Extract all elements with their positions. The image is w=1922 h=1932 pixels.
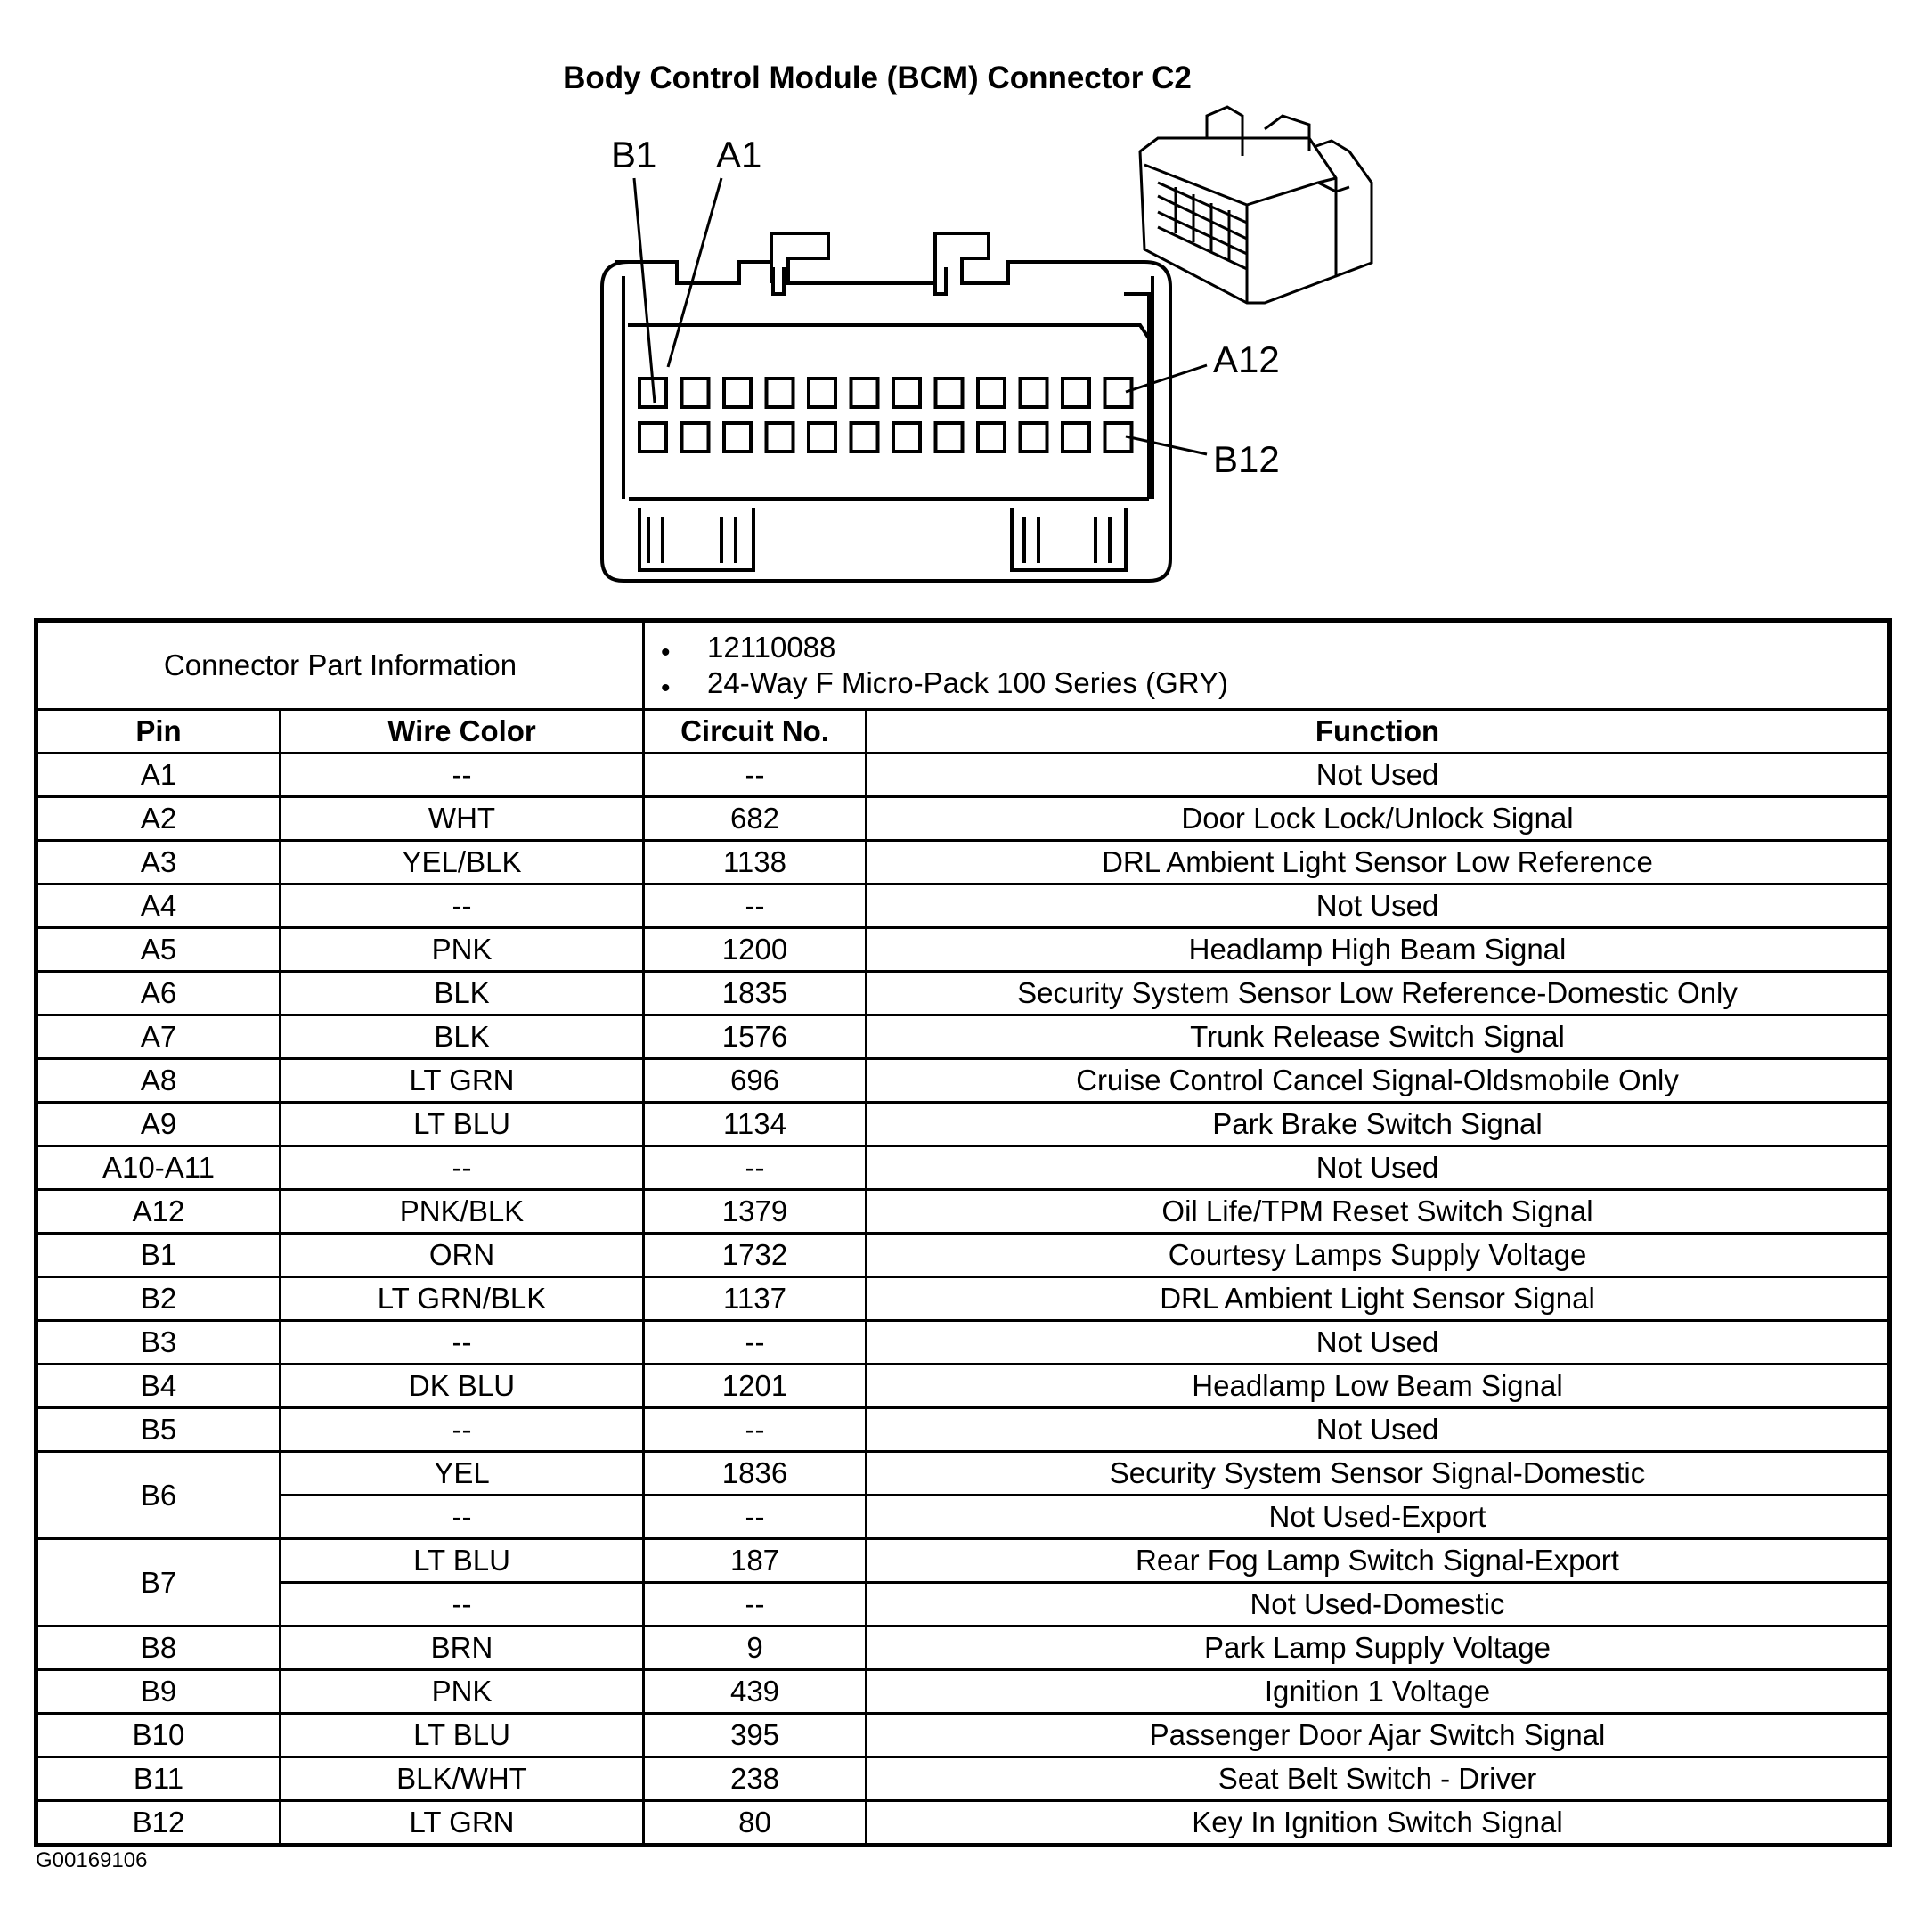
connector-info-values xyxy=(644,621,1890,710)
pin-cavity xyxy=(724,423,751,452)
wire-color-cell: PNK xyxy=(281,1670,644,1714)
pin-cavity xyxy=(682,423,709,452)
circuit-cell: 1200 xyxy=(644,928,867,972)
table-row xyxy=(37,1234,1890,1277)
table-row xyxy=(37,1452,1890,1496)
function-cell: Not Used xyxy=(867,884,1890,928)
pinout-table xyxy=(34,618,1892,1847)
pin-cavity xyxy=(809,379,835,407)
pin-cavity xyxy=(893,379,920,407)
circuit-cell: 682 xyxy=(644,797,867,841)
pin-cavity xyxy=(1021,423,1047,452)
table-row xyxy=(37,1365,1890,1408)
table-row xyxy=(37,841,1890,884)
pin-cavity xyxy=(1063,423,1089,452)
pin-cell: A8 xyxy=(37,1059,281,1103)
pin-cavity xyxy=(936,379,963,407)
table-row xyxy=(37,1757,1890,1801)
pin-cavity xyxy=(936,423,963,452)
function-cell: Not Used xyxy=(867,1321,1890,1365)
table-row xyxy=(37,754,1890,797)
function-cell: Passenger Door Ajar Switch Signal xyxy=(867,1714,1890,1757)
circuit-cell: 1379 xyxy=(644,1190,867,1234)
circuit-cell: 80 xyxy=(644,1801,867,1846)
pin-cell: A2 xyxy=(37,797,281,841)
pin-cell: A9 xyxy=(37,1103,281,1146)
circuit-cell: 9 xyxy=(644,1626,867,1670)
pin-cavity xyxy=(809,423,835,452)
header-row xyxy=(37,710,1890,754)
circuit-cell: 1836 xyxy=(644,1452,867,1496)
figure-code: G00169106 xyxy=(36,1848,148,1872)
circuit-cell: -- xyxy=(644,884,867,928)
pin-cavity xyxy=(978,379,1005,407)
pin-cavity xyxy=(893,423,920,452)
wire-color-cell: BLK xyxy=(281,972,644,1015)
pin-cell: B9 xyxy=(37,1670,281,1714)
pin-cell: B7 xyxy=(37,1539,281,1626)
pin-cell: B4 xyxy=(37,1365,281,1408)
circuit-cell: 187 xyxy=(644,1539,867,1583)
circuit-cell: 238 xyxy=(644,1757,867,1801)
pin-cavity xyxy=(1021,379,1047,407)
function-cell: Park Brake Switch Signal xyxy=(867,1103,1890,1146)
circuit-cell: -- xyxy=(644,754,867,797)
wire-color-cell: LT GRN/BLK xyxy=(281,1277,644,1321)
table-row xyxy=(37,1801,1890,1846)
wire-color-cell: PNK xyxy=(281,928,644,972)
pin-cavity xyxy=(851,423,878,452)
function-cell: DRL Ambient Light Sensor Signal xyxy=(867,1277,1890,1321)
wire-color-cell: PNK/BLK xyxy=(281,1190,644,1234)
wire-color-cell: LT GRN xyxy=(281,1059,644,1103)
table-row xyxy=(37,1103,1890,1146)
function-cell: Headlamp High Beam Signal xyxy=(867,928,1890,972)
pin-cavity xyxy=(851,379,878,407)
table-row xyxy=(37,1714,1890,1757)
function-cell: Key In Ignition Switch Signal xyxy=(867,1801,1890,1846)
pin-cell: A10-A11 xyxy=(37,1146,281,1190)
circuit-cell: 1576 xyxy=(644,1015,867,1059)
function-cell: Oil Life/TPM Reset Switch Signal xyxy=(867,1190,1890,1234)
wire-color-cell: -- xyxy=(281,1408,644,1452)
circuit-cell: 395 xyxy=(644,1714,867,1757)
pin-cavity xyxy=(767,379,794,407)
pin-cavity xyxy=(1105,379,1132,407)
pin-cell: A1 xyxy=(37,754,281,797)
function-cell: Ignition 1 Voltage xyxy=(867,1670,1890,1714)
function-cell: Door Lock Lock/Unlock Signal xyxy=(867,797,1890,841)
header-circuit: Circuit No. xyxy=(644,710,867,754)
header-pin: Pin xyxy=(37,710,281,754)
function-cell: Not Used xyxy=(867,1408,1890,1452)
table-row xyxy=(37,1408,1890,1452)
pin-cell: A4 xyxy=(37,884,281,928)
table-row xyxy=(37,1146,1890,1190)
function-cell: Security System Sensor Signal-Domestic xyxy=(867,1452,1890,1496)
connector-info-label: Connector Part Information xyxy=(37,621,644,710)
header-wire-color: Wire Color xyxy=(281,710,644,754)
pin-cell: A7 xyxy=(37,1015,281,1059)
header-function: Function xyxy=(867,710,1890,754)
circuit-cell: 439 xyxy=(644,1670,867,1714)
pin-cavity xyxy=(1063,379,1089,407)
table-row xyxy=(37,1626,1890,1670)
wire-color-cell: -- xyxy=(281,1496,644,1539)
table-row xyxy=(37,1583,1890,1626)
circuit-cell: -- xyxy=(644,1408,867,1452)
pin-cell: B2 xyxy=(37,1277,281,1321)
diagram-title: Body Control Module (BCM) Connector C2 xyxy=(563,61,1192,95)
circuit-cell: 696 xyxy=(644,1059,867,1103)
table-row xyxy=(37,797,1890,841)
circuit-cell: 1134 xyxy=(644,1103,867,1146)
label-b1: B1 xyxy=(611,134,657,175)
pin-cell: A12 xyxy=(37,1190,281,1234)
circuit-cell: 1137 xyxy=(644,1277,867,1321)
wire-color-cell: BRN xyxy=(281,1626,644,1670)
table-row xyxy=(37,1670,1890,1714)
wire-color-cell: -- xyxy=(281,754,644,797)
function-cell: Security System Sensor Low Reference-Domestic Only xyxy=(867,972,1890,1015)
circuit-cell: 1835 xyxy=(644,972,867,1015)
function-cell: Trunk Release Switch Signal xyxy=(867,1015,1890,1059)
circuit-cell: -- xyxy=(644,1583,867,1626)
function-cell: Not Used-Domestic xyxy=(867,1583,1890,1626)
function-cell: DRL Ambient Light Sensor Low Reference xyxy=(867,841,1890,884)
wire-color-cell: DK BLU xyxy=(281,1365,644,1408)
pin-cavity xyxy=(767,423,794,452)
wire-color-cell: ORN xyxy=(281,1234,644,1277)
wire-color-cell: -- xyxy=(281,1583,644,1626)
pin-cell: B1 xyxy=(37,1234,281,1277)
circuit-cell: 1138 xyxy=(644,841,867,884)
circuit-cell: -- xyxy=(644,1146,867,1190)
circuit-cell: -- xyxy=(644,1496,867,1539)
label-b12: B12 xyxy=(1213,438,1280,480)
pin-cell: A6 xyxy=(37,972,281,1015)
pin-cell: B6 xyxy=(37,1452,281,1539)
circuit-cell: 1732 xyxy=(644,1234,867,1277)
table-row xyxy=(37,1059,1890,1103)
circuit-cell: -- xyxy=(644,1321,867,1365)
function-cell: Cruise Control Cancel Signal-Oldsmobile Only xyxy=(867,1059,1890,1103)
wire-color-cell: LT BLU xyxy=(281,1539,644,1583)
wire-color-cell: YEL xyxy=(281,1452,644,1496)
wire-color-cell: BLK/WHT xyxy=(281,1757,644,1801)
table-row xyxy=(37,1015,1890,1059)
pin-cavity xyxy=(978,423,1005,452)
function-cell: Courtesy Lamps Supply Voltage xyxy=(867,1234,1890,1277)
wire-color-cell: -- xyxy=(281,884,644,928)
wire-color-cell: LT BLU xyxy=(281,1103,644,1146)
circuit-cell: 1201 xyxy=(644,1365,867,1408)
pin-cell: B8 xyxy=(37,1626,281,1670)
pin-cell: A3 xyxy=(37,841,281,884)
function-cell: Seat Belt Switch - Driver xyxy=(867,1757,1890,1801)
pin-cavity xyxy=(724,379,751,407)
label-a1: A1 xyxy=(716,134,762,175)
pin-cell: B5 xyxy=(37,1408,281,1452)
table-row xyxy=(37,1277,1890,1321)
pin-cavity xyxy=(682,379,709,407)
part-number: • 12110088 xyxy=(707,630,1887,665)
pin-cell: B3 xyxy=(37,1321,281,1365)
function-cell: Headlamp Low Beam Signal xyxy=(867,1365,1890,1408)
wire-color-cell: BLK xyxy=(281,1015,644,1059)
table-row xyxy=(37,1190,1890,1234)
table-row xyxy=(37,1539,1890,1583)
function-cell: Not Used-Export xyxy=(867,1496,1890,1539)
wire-color-cell: YEL/BLK xyxy=(281,841,644,884)
pin-cavity xyxy=(639,423,666,452)
label-a12: A12 xyxy=(1213,338,1280,380)
table-row xyxy=(37,972,1890,1015)
connector-info-row xyxy=(37,621,1890,710)
function-cell: Rear Fog Lamp Switch Signal-Export xyxy=(867,1539,1890,1583)
pin-cell: B11 xyxy=(37,1757,281,1801)
wire-color-cell: LT GRN xyxy=(281,1801,644,1846)
table-row xyxy=(37,884,1890,928)
function-cell: Not Used xyxy=(867,754,1890,797)
wire-color-cell: WHT xyxy=(281,797,644,841)
function-cell: Park Lamp Supply Voltage xyxy=(867,1626,1890,1670)
wire-color-cell: LT BLU xyxy=(281,1714,644,1757)
connector-face-drawing xyxy=(0,0,1922,606)
wire-color-cell: -- xyxy=(281,1146,644,1190)
pin-cell: B10 xyxy=(37,1714,281,1757)
connector-description: • 24-Way F Micro-Pack 100 Series (GRY) xyxy=(707,665,1887,701)
table-row xyxy=(37,1496,1890,1539)
function-cell: Not Used xyxy=(867,1146,1890,1190)
pin-cell: A5 xyxy=(37,928,281,972)
table-row xyxy=(37,928,1890,972)
table-row xyxy=(37,1321,1890,1365)
pin-cell: B12 xyxy=(37,1801,281,1846)
wire-color-cell: -- xyxy=(281,1321,644,1365)
